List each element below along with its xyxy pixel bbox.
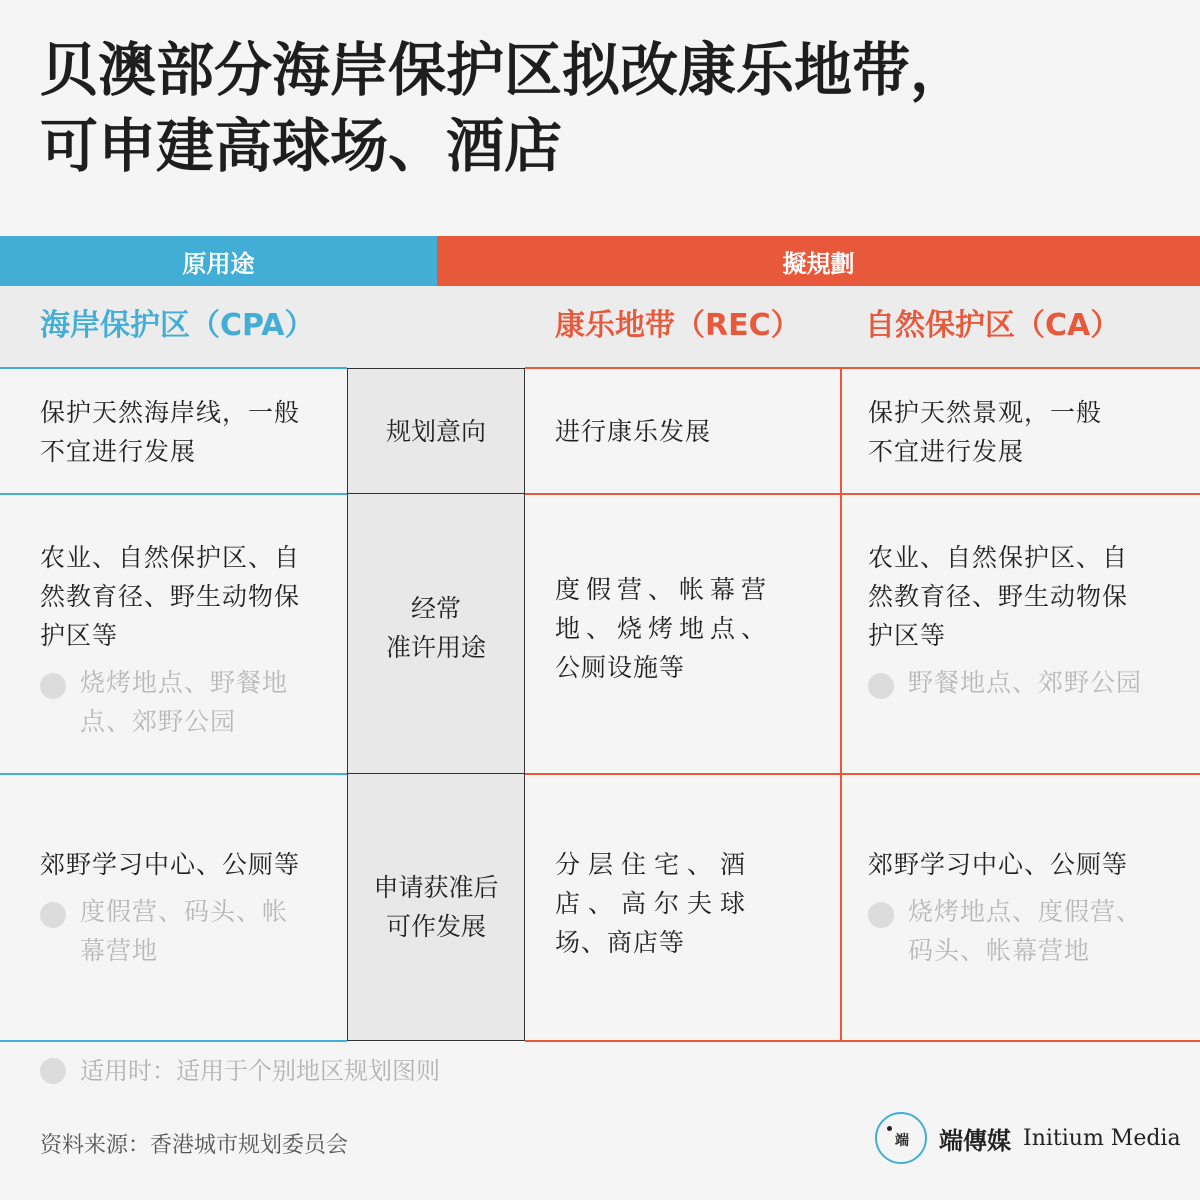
source-note: 资料来源：香港城市规划委员会	[40, 1133, 349, 1158]
text-line: 农业、自然保护区、自	[868, 543, 1129, 572]
text-line: 野餐地点、郊野公园	[908, 668, 1143, 697]
brand-logo-icon	[875, 1112, 927, 1164]
divider	[525, 1040, 1200, 1042]
text-line: 规划意向	[385, 417, 486, 446]
text-line: 经常	[410, 594, 461, 623]
conditional-uses	[868, 892, 1178, 970]
legend	[40, 1052, 440, 1090]
label-intent	[347, 412, 525, 451]
divider	[525, 773, 1200, 775]
text-line: 准许用途	[385, 633, 486, 662]
rec-on-application	[555, 845, 825, 962]
cpa-on-application	[40, 845, 340, 970]
text-line: 申请获准后	[373, 873, 499, 902]
text-line: 场、商店等	[555, 928, 686, 957]
cpa-always-permitted	[40, 538, 340, 741]
text-line: 点、郊野公园	[80, 707, 237, 736]
brand	[875, 1112, 1181, 1164]
conditional-dot-icon	[40, 673, 66, 699]
text-line: 不宜进行发展	[40, 437, 197, 466]
legend-dot-icon	[40, 1058, 66, 1084]
text-line: 烧烤地点、度假营、	[908, 897, 1143, 926]
text-line: 幕营地	[80, 936, 159, 965]
page-title	[40, 32, 1160, 184]
divider	[525, 493, 1200, 495]
text-line: 可作发展	[385, 912, 486, 941]
text-line: 度假营、帐幕营	[555, 575, 773, 604]
text-line: 然教育径、野生动物保	[868, 582, 1129, 611]
title-line-2: 可申建高球场、酒店	[40, 112, 563, 180]
label-on-application	[347, 868, 525, 946]
brand-name-cn: 端傳媒	[939, 1125, 1011, 1155]
divider	[0, 773, 347, 775]
text-line: 烧烤地点、野餐地	[80, 668, 289, 697]
divider	[0, 367, 347, 369]
label-always-permitted	[347, 589, 525, 667]
text-line: 进行康乐发展	[555, 417, 712, 446]
text-line: 公厕设施等	[555, 653, 686, 682]
zone-rec-heading: 康乐地带（REC）	[555, 308, 801, 343]
text-line: 郊野学习中心、公厕等	[40, 850, 301, 879]
ca-always-permitted	[868, 538, 1178, 702]
text-line: 农业、自然保护区、自	[40, 543, 301, 572]
cpa-intent	[40, 393, 335, 471]
conditional-dot-icon	[40, 902, 66, 928]
text-line: 然教育径、野生动物保	[40, 582, 301, 611]
conditional-dot-icon	[868, 673, 894, 699]
text-line: 不宜进行发展	[868, 437, 1025, 466]
divider	[525, 367, 1200, 369]
text-line: 郊野学习中心、公厕等	[868, 850, 1129, 879]
divider	[0, 493, 347, 495]
conditional-uses	[40, 892, 340, 970]
text-line: 保护天然景观，一般	[868, 398, 1103, 427]
text-line: 护区等	[40, 621, 119, 650]
original-use-band: 原用途	[0, 236, 437, 286]
conditional-uses	[40, 663, 340, 741]
text-line: 店、高尔夫球	[555, 889, 754, 918]
text-line: 护区等	[868, 621, 947, 650]
divider	[840, 368, 842, 1041]
legend-text: 适用时：适用于个别地区规划图则	[80, 1057, 440, 1085]
conditional-uses	[868, 663, 1178, 702]
ca-on-application	[868, 845, 1178, 970]
rec-always-permitted	[555, 570, 825, 687]
text-line: 码头、帐幕营地	[908, 936, 1091, 965]
divider	[0, 1040, 347, 1042]
brand-logo-glyph: 端	[895, 1133, 909, 1149]
text-line: 保护天然海岸线，一般	[40, 398, 301, 427]
text-line: 度假营、码头、帐	[80, 897, 289, 926]
title-line-1: 贝澳部分海岸保护区拟改康乐地带，	[40, 36, 969, 104]
planned-band: 擬規劃	[437, 236, 1200, 286]
text-line: 分层住宅、酒	[555, 850, 754, 879]
ca-intent	[868, 393, 1168, 471]
zone-ca-heading: 自然保护区（CA）	[865, 308, 1121, 343]
text-line: 地、烧烤地点、	[555, 614, 773, 643]
brand-name-en: Initium Media	[1023, 1125, 1181, 1151]
rec-intent	[555, 412, 825, 451]
zone-cpa-heading: 海岸保护区（CPA）	[40, 308, 315, 343]
conditional-dot-icon	[868, 902, 894, 928]
